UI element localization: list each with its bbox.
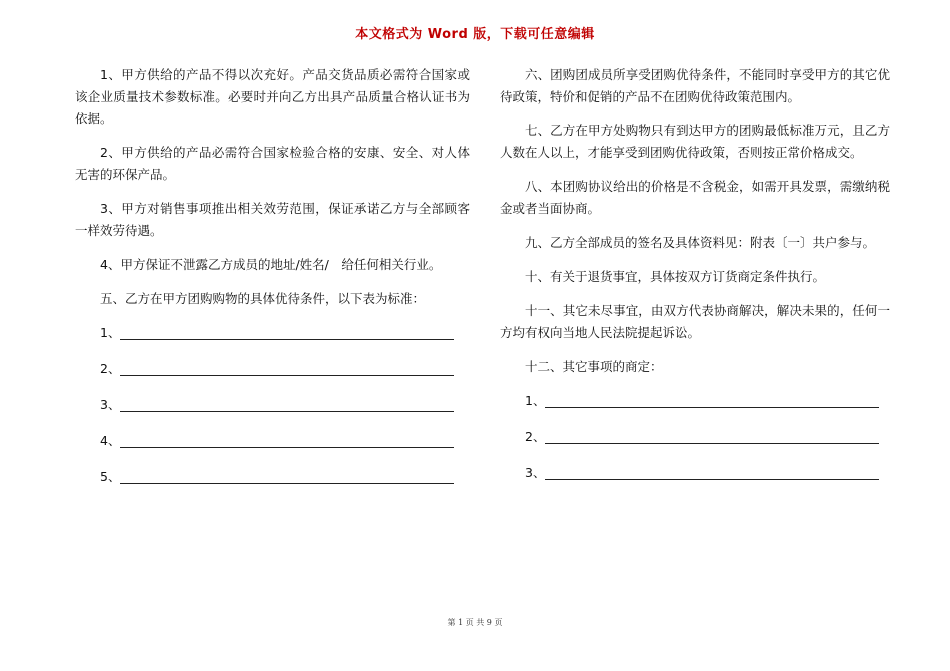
blank-item-number: 1、 [525,393,546,408]
blank-item[interactable] [500,462,890,484]
right-column [500,64,890,498]
blank-item-number: 3、 [100,397,121,412]
blank-underline [120,433,454,448]
blank-item[interactable] [75,322,470,344]
clause-11: 十一、其它未尽事宜，由双方代表协商解决，解决未果的，任何一方均有权向当地人民法院提起诉讼。 [500,303,890,340]
clause-10: 十、有关于退货事宜，具体按双方订货商定条件执行。 [525,269,826,284]
blank-underline [545,429,879,444]
blank-item[interactable] [500,426,890,448]
blank-item-number: 2、 [100,361,121,376]
blank-underline [120,469,454,484]
page-footer: 第 1 页 共 9 页 [447,618,503,627]
clause-8: 八、本团购协议给出的价格是不含税金，如需开具发票，需缴纳税金或者当面协商。 [500,179,890,216]
blank-underline [545,393,879,408]
blank-underline [120,325,454,340]
clause-6: 六、团购团成员所享受团购优待条件，不能同时享受甲方的其它优待政策，特价和促销的产品不在团购优待政策范围内。 [500,67,890,104]
blank-item-number: 4、 [100,433,121,448]
clause-3: 3、甲方对销售事项推出相关效劳范围，保证承诺乙方与全部顾客一样效劳待遇。 [75,201,470,238]
blank-item-number: 3、 [525,465,546,480]
blank-item[interactable] [75,430,470,452]
blank-underline [545,465,879,480]
clause-12: 十二、其它事项的商定： [525,359,663,374]
document-header-title: 本文格式为 Word 版，下载可任意编辑 [355,27,595,42]
blank-item-number: 5、 [100,469,121,484]
clause-1: 1、甲方供给的产品不得以次充好。产品交货品质必需符合国家或该企业质量技术参数标准。必要时并向乙方出具产品质量合格认证书为依据。 [75,67,470,126]
clause-9: 九、乙方全部成员的签名及具体资料见：附表〔一〕共户参与。 [525,235,876,250]
blank-item-number: 2、 [525,429,546,444]
clause-2: 2、甲方供给的产品必需符合国家检验合格的安康、安全、对人体无害的环保产品。 [75,145,470,182]
clause-5: 五、乙方在甲方团购购物的具体优待条件，以下表为标准： [100,291,426,306]
blank-item-number: 1、 [100,325,121,340]
blank-underline [120,397,454,412]
blank-item[interactable] [75,394,470,416]
blank-item[interactable] [75,466,470,488]
left-column [75,64,470,502]
blank-item[interactable] [500,390,890,412]
blank-item[interactable] [75,358,470,380]
blank-underline [120,361,454,376]
clause-4: 4、甲方保证不泄露乙方成员的地址/姓名/ 给任何相关行业。 [100,257,442,272]
clause-7: 七、乙方在甲方处购物只有到达甲方的团购最低标准万元，且乙方人数在人以上，才能享受到团购优待政策，否则按正常价格成交。 [500,123,890,160]
